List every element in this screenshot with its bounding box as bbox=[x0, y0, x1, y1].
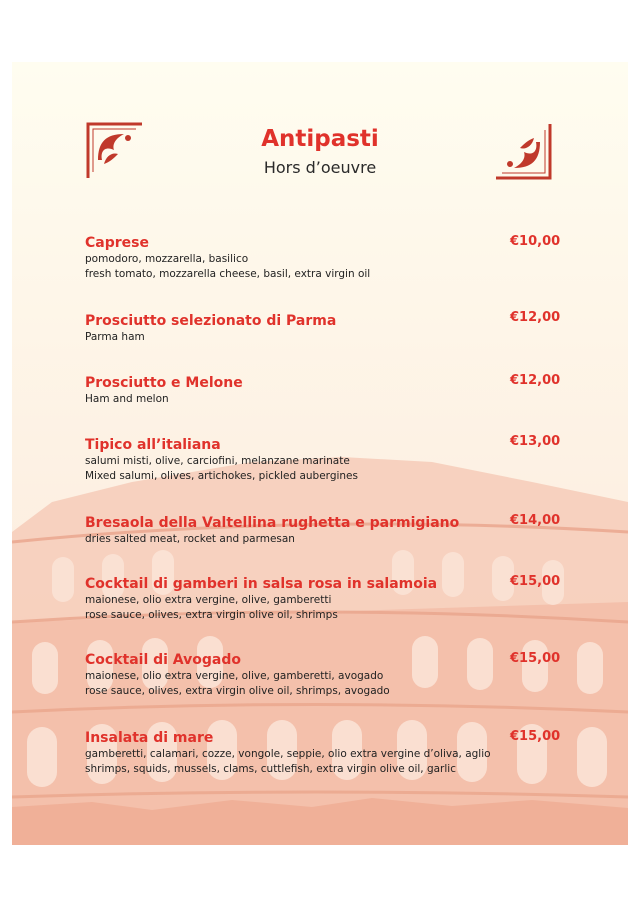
item-description: maionese, olio extra vergine, olive, gamberetti, avogado bbox=[85, 670, 384, 682]
item-name: Prosciutto selezionato di Parma bbox=[85, 313, 337, 329]
item-price: €12,00 bbox=[510, 310, 561, 325]
item-name: Tipico all’italiana bbox=[85, 437, 221, 453]
item-description: shrimps, squids, mussels, clams, cuttlefish, extra virgin olive oil, garlic bbox=[85, 763, 456, 775]
item-description: dries salted meat, rocket and parmesan bbox=[85, 533, 295, 545]
item-description: salumi misti, olive, carciofini, melanzane marinate bbox=[85, 455, 350, 467]
item-price: €15,00 bbox=[510, 651, 561, 666]
item-description: maionese, olio extra vergine, olive, gamberetti bbox=[85, 594, 332, 606]
item-name: Caprese bbox=[85, 235, 149, 251]
item-name: Cocktail di gamberi in salsa rosa in salamoia bbox=[85, 576, 438, 592]
item-description: Parma ham bbox=[85, 331, 145, 343]
item-name: Insalata di mare bbox=[85, 730, 214, 746]
item-price: €10,00 bbox=[510, 234, 561, 249]
menu-page bbox=[12, 62, 628, 845]
item-name: Prosciutto e Melone bbox=[85, 375, 243, 391]
item-price: €12,00 bbox=[510, 373, 561, 388]
page-subtitle: Hors d’oeuvre bbox=[263, 158, 377, 177]
page-title: Antipasti bbox=[261, 126, 379, 152]
item-price: €15,00 bbox=[510, 574, 561, 589]
item-description: rose sauce, olives, extra virgin olive oil, shrimps bbox=[85, 609, 338, 621]
item-name: Bresaola della Valtellina rughetta e parmigiano bbox=[85, 515, 460, 531]
item-price: €13,00 bbox=[510, 434, 561, 449]
item-description: Mixed salumi, olives, artichokes, pickled aubergines bbox=[85, 470, 358, 482]
item-description: Ham and melon bbox=[85, 393, 169, 405]
item-description: gamberetti, calamari, cozze, vongole, seppie, olio extra vergine d’oliva, aglio bbox=[85, 748, 491, 760]
item-description: pomodoro, mozzarella, basilico bbox=[85, 253, 249, 265]
item-name: Cocktail di Avogado bbox=[85, 652, 241, 668]
item-description: rose sauce, olives, extra virgin olive oil, shrimps, avogado bbox=[85, 685, 390, 697]
item-description: fresh tomato, mozzarella cheese, basil, extra virgin oil bbox=[85, 268, 371, 280]
item-price: €15,00 bbox=[510, 729, 561, 744]
item-price: €14,00 bbox=[510, 513, 561, 528]
